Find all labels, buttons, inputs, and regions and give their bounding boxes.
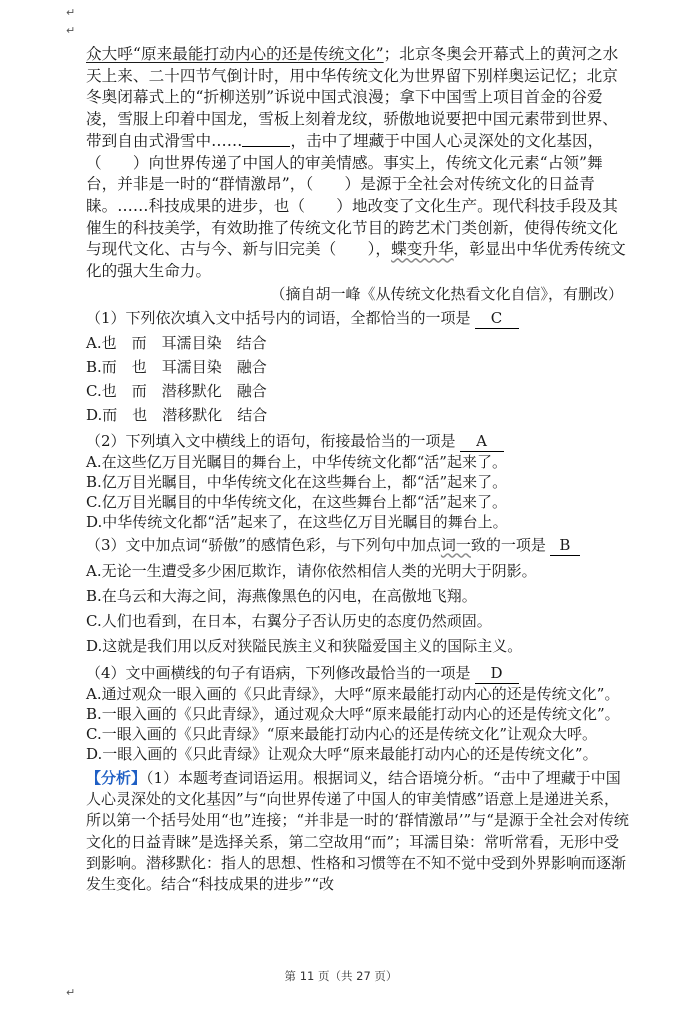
option: C.也 而 潜移默化 融合	[86, 381, 267, 400]
option: C.一眼入画的《只此青绿》“原来最能打动内心的还是传统文化”让观众大呼。	[86, 724, 598, 743]
question-3: （3）文中加点词“骄傲”的感情色彩，与下列句中加点词一致的一项是 B	[86, 535, 631, 556]
option: C.人们也看到，在日本，右翼分子否认历史的态度仍然顽固。	[86, 611, 492, 630]
option: B.在乌云和大海之间，海燕像黑色的闪电，在高傲地飞翔。	[86, 586, 477, 605]
answer-blank: C	[475, 308, 519, 329]
question-1: （1）下列依次填入文中括号内的词语，全都恰当的一项是 C	[86, 308, 631, 329]
question-2: （2）下列填入文中横线上的语句，衔接最恰当的一项是 A	[86, 431, 631, 452]
dotted-phrase: 蝶变升华	[391, 240, 454, 259]
answer-blank: D	[475, 663, 519, 684]
answer-blank: A	[460, 431, 504, 452]
paragraph-mark: ↵	[66, 6, 76, 19]
analysis-label: 【分析】	[86, 768, 147, 787]
fill-blank	[242, 132, 290, 147]
option: B.而 也 耳濡目染 融合	[86, 357, 267, 376]
option: B.亿万目光瞩目，中华传统文化在这些舞台上，都“活”起来了。	[86, 472, 508, 491]
passage: 众大呼“原来最能打动内心的还是传统文化”；北京冬奥会开幕式上的黄河之水天上来、二十四节气倒计时，用中华传统文化为世界留下别样奥运记忆；北京冬奥闭幕式上的“折柳送别”诉说中国式浪漫；拿下中国雪上项目首金的谷爱凌，雪服上印着中国龙，雪板上刻着龙纹，骄傲地说要把中国元素带到世界、带到自由式滑雪中…… ，击中了埋藏于中国人心灵深处的文化基因，（ ）向世界传递了中国人的审美情感。事实上，传统文化元素“占领”舞台，并非是一时的“群情激昂”，（ ）是源于全社会对传统文化的日益青睐。……科技成果的进步，也（ ）地改变了文化生产。现代科技手段及其催生的科技美学，有效助推了传统文化节目的跨艺术门类创新，使得传统文化与现代文化、古与今、新与旧完美（ ），蝶变升华，彰显出中华优秀传统文化的强大生命力。	[86, 45, 626, 281]
analysis: 【分析】（1）本题考查词语运用。根据词义，结合语境分析。“击中了埋藏于中国人心灵深处的文化基因”与“向世界传递了中国人的审美情感”语意上是递进关系，所以第一个括号处用“也”连接；“并非是一时的‘群情激昂’”与“是源于全社会对传统文化的日益青睐”是选择关系，第二空故用“而”；耳濡目染：常听常看，无形中受到影响。潜移默化：指人的思想、性格和习惯等在不知不觉中受到外界影响而逐渐发生变化。结合“科技成果的进步”“改	[86, 768, 629, 894]
option: D.而 也 潜移默化 结合	[86, 405, 268, 424]
option: A.无论一生遭受多少困厄欺诈，请你依然相信人类的光明大于阴影。	[86, 561, 537, 580]
source-citation: （摘自胡一峰《从传统文化热看文化自信》，有删改）	[270, 284, 623, 303]
document-page	[86, 44, 631, 896]
underlined-sentence: 众大呼“原来最能打动内心的还是传统文化”	[86, 45, 384, 63]
paragraph-mark: ↵	[66, 986, 76, 999]
option: B.一眼入画的《只此青绿》，通过观众大呼“原来最能打动内心的还是传统文化”。	[86, 704, 620, 723]
option: A.在这些亿万目光瞩目的舞台上，中华传统文化都“活”起来了。	[86, 452, 507, 471]
option: D.这就是我们用以反对狭隘民族主义和狭隘爱国主义的国际主义。	[86, 636, 523, 655]
option: D.一眼入画的《只此青绿》让观众大呼“原来最能打动内心的还是传统文化”。	[86, 744, 598, 763]
option: C.亿万目光瞩目的中华传统文化，在这些舞台上都“活”起来了。	[86, 492, 508, 511]
option: A.通过观众一眼入画的《只此青绿》，大呼“原来最能打动内心的还是传统文化”。	[86, 684, 620, 703]
paragraph-mark: ↵	[66, 24, 76, 37]
page-footer: 第 11 页（共 27 页）	[284, 969, 398, 983]
option: D.中华传统文化都“活”起来了，在这些亿万目光瞩目的舞台上。	[86, 512, 508, 531]
question-4: （4）文中画横线的句子有语病，下列修改最恰当的一项是 D	[86, 663, 631, 684]
option: A.也 而 耳濡目染 结合	[86, 333, 267, 352]
answer-blank: B	[550, 535, 580, 556]
